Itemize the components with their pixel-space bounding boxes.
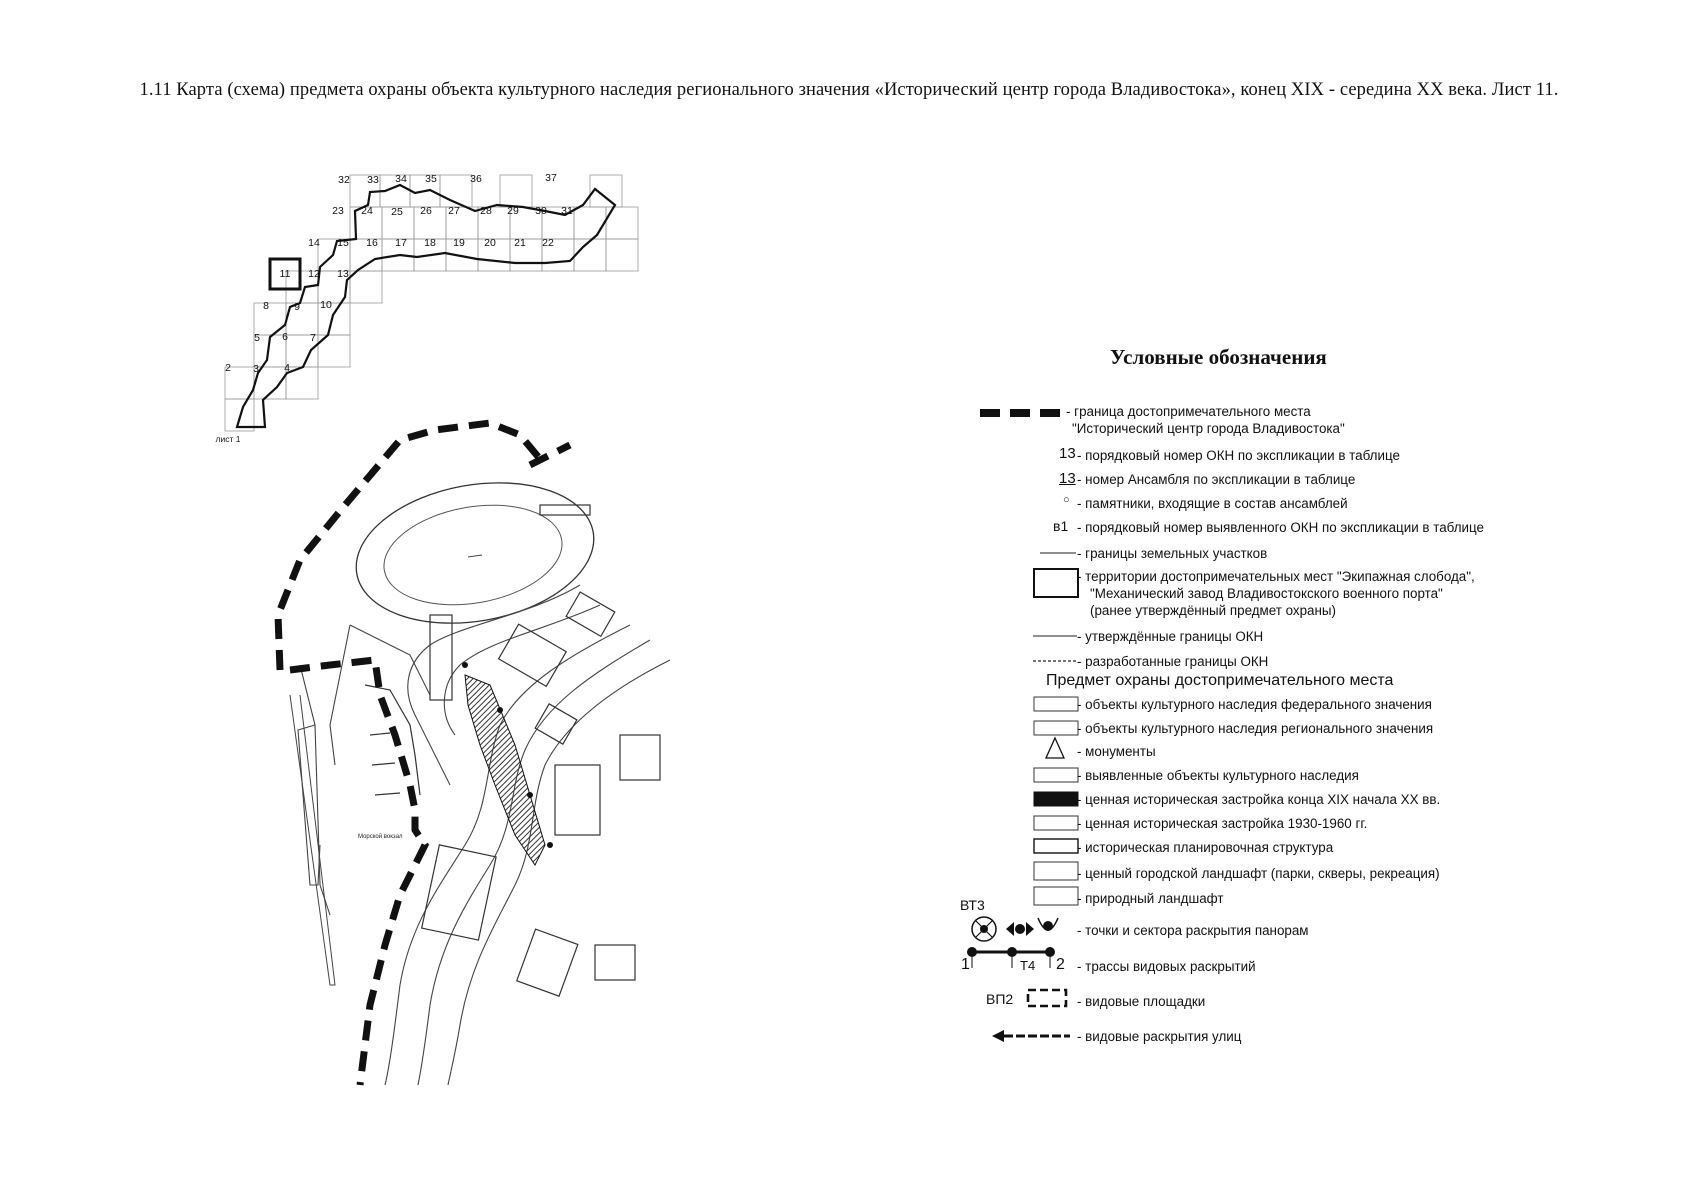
sheet-29: 29 (507, 205, 519, 217)
legend-okn-number-label: - порядковый номер ОКН по экспликации в таблице (1077, 448, 1400, 463)
sheet-37: 37 (545, 172, 557, 184)
legend-land-plots-symbol (1040, 550, 1076, 556)
legend-planning-symbol (1033, 838, 1079, 854)
page-title: 1.11 Карта (схема) предмета охраны объекта культурного наследия регионального значения «Исторический центр города Владивостока», конец XIX - середина XX века. Лист 11. (139, 80, 1559, 100)
sheet-12: 12 (308, 268, 320, 280)
legend-urban-landscape-label: - ценный городской ландшафт (парки, скверы, рекреация) (1077, 866, 1440, 881)
legend-view-routes-symbol (960, 946, 1060, 972)
sheet-21: 21 (514, 237, 526, 249)
sheet-17: 17 (395, 237, 407, 249)
legend-street-view-symbol (990, 1028, 1072, 1044)
legend-regional-symbol (1033, 720, 1079, 736)
legend-viewpoint-label: - видовые площадки (1077, 994, 1206, 1009)
legend-boundary-label: - граница достопримечательного места (1066, 404, 1311, 419)
sheet-16: 16 (366, 237, 378, 249)
legend-street-view-label: - видовые раскрытия улиц (1077, 1029, 1242, 1044)
stadium-track (345, 465, 605, 641)
sheet-index-map (215, 172, 645, 455)
quay-walls (365, 685, 420, 795)
legend-ensemble-number-label: - номер Ансамбля по экспликации в таблице (1077, 472, 1356, 487)
sheet-34: 34 (395, 173, 407, 185)
sheet-28: 28 (480, 205, 492, 217)
sheet-24: 24 (361, 205, 373, 217)
site-boundary (278, 423, 570, 1085)
legend-viewpoint-code: ВП2 (986, 991, 1014, 1007)
legend-natural-landscape-label: - природный ландшафт (1077, 891, 1224, 906)
legend-urban-landscape-symbol (1033, 861, 1079, 881)
legend-valuable-1930-symbol (1033, 815, 1079, 831)
sheet-8: 8 (263, 300, 269, 312)
legend-federal-label: - объекты культурного наследия федерального значения (1077, 697, 1432, 712)
legend-sites-territory-symbol (1033, 568, 1081, 600)
legend-planning-label: - историческая планировочная структура (1077, 840, 1334, 855)
legend-federal-symbol (1033, 696, 1079, 712)
legend-route-mid: Т4 (1020, 958, 1036, 973)
legend-panorama-symbol (968, 912, 1058, 946)
legend-ensemble-number-symbol: 13 (1059, 470, 1076, 487)
legend-okn-number-symbol: 13 (1059, 445, 1076, 462)
legend-valuable-19-20-symbol (1033, 791, 1079, 807)
legend-subtitle: Предмет охраны достопримечательного места (1046, 672, 1394, 689)
sheet-15: 15 (337, 237, 349, 249)
buildings (422, 505, 660, 996)
sheet-14: 14 (308, 237, 320, 249)
legend-identified-number-label: - порядковый номер выявленного ОКН по экспликации в таблице (1077, 520, 1484, 535)
sheet-22: 22 (542, 237, 554, 249)
sheet-4: 4 (284, 362, 290, 374)
valuable-development-hatch (465, 675, 545, 865)
sheet-30: 30 (535, 205, 547, 217)
sheet-31: 31 (561, 205, 573, 217)
legend-panorama-code: ВТ3 (960, 897, 985, 913)
legend-developed-borders-symbol (1033, 658, 1077, 664)
pier (290, 695, 335, 985)
legend-dashed-boundary-symbol (980, 406, 1060, 420)
legend-land-plots-label: - границы земельных участков (1077, 546, 1268, 561)
sheet-13: 13 (337, 268, 349, 280)
legend-title: Условные обозначения (1110, 345, 1327, 369)
legend-view-routes-label: - трассы видовых раскрытий (1077, 959, 1256, 974)
legend-developed-borders-label: - разработанные границы ОКН (1077, 654, 1269, 669)
legend-natural-landscape-symbol (1033, 886, 1079, 906)
sheet-19: 19 (453, 237, 465, 249)
sheet-3: 3 (253, 363, 259, 375)
marine-station-label: Морской вокзал (358, 834, 403, 840)
sheet-33: 33 (367, 174, 379, 186)
sheet-20: 20 (484, 237, 496, 249)
legend-sites-territory-label3: (ранее утверждённый предмет охраны) (1090, 603, 1336, 618)
legend-ensemble-monument-symbol: ○ (1063, 494, 1070, 506)
detail-map-sheet-11 (290, 465, 670, 1085)
sheet-36: 36 (470, 173, 482, 185)
sheet-9: 9 (294, 301, 300, 313)
sheet-5: 5 (254, 332, 260, 344)
stadium-field (376, 492, 570, 618)
legend-approved-borders-symbol (1033, 633, 1077, 639)
legend-identified-symbol (1033, 767, 1079, 783)
legend-route-start: 1 (961, 956, 970, 973)
legend-ensemble-monument-label: - памятники, входящие в состав ансамблей (1077, 496, 1348, 511)
legend-identified-number-symbol: в1 (1053, 518, 1069, 534)
sheet-1-label: лист 1 (215, 434, 241, 444)
legend-route-end: 2 (1056, 956, 1065, 973)
sheet-25: 25 (391, 206, 403, 218)
sheet-32: 32 (338, 174, 350, 186)
sheet-18: 18 (424, 237, 436, 249)
legend-regional-label: - объекты культурного наследия регионального значения (1077, 721, 1434, 736)
sheet-27: 27 (448, 205, 460, 217)
sheet-11: 11 (279, 268, 291, 280)
sheet-35: 35 (425, 173, 437, 185)
sheet-7: 7 (310, 332, 316, 344)
legend-monument-symbol (1044, 736, 1066, 760)
sheet-2: 2 (225, 362, 231, 374)
legend-panorama-label: - точки и сектора раскрытия панорам (1077, 923, 1309, 938)
legend-viewpoint-symbol (1026, 988, 1070, 1010)
legend-boundary-label2: "Исторический центр города Владивостока" (1072, 421, 1345, 436)
legend-approved-borders-label: - утверждённые границы ОКН (1077, 629, 1264, 644)
sheet-6: 6 (282, 331, 288, 343)
legend-monument-label: - монументы (1077, 744, 1156, 759)
legend-valuable-19-20-label: - ценная историческая застройка конца XIX начала XX вв. (1077, 792, 1441, 807)
sheet-23: 23 (332, 205, 344, 217)
sheet-26: 26 (420, 205, 432, 217)
sheet-10: 10 (320, 299, 332, 311)
legend-identified-label: - выявленные объекты культурного наследия (1077, 768, 1359, 783)
legend-sites-territory-label: - территории достопримечательных мест "Экипажная слобода", (1077, 569, 1475, 584)
legend-sites-territory-label2: "Механический завод Владивостокского военного порта" (1090, 586, 1443, 601)
legend-valuable-1930-label: - ценная историческая застройка 1930-1960 гг. (1077, 816, 1368, 831)
